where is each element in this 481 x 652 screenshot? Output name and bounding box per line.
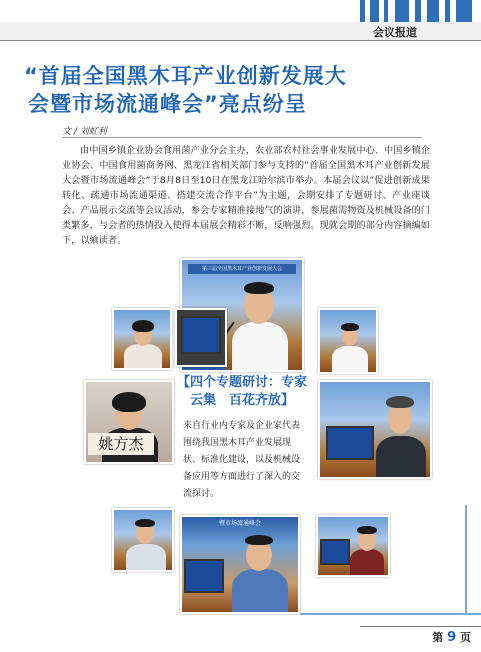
speaker-figure: [232, 322, 288, 372]
deco-line: [300, 613, 481, 615]
section-tag: [0, 22, 481, 41]
photo-speaker-bottom-center: [180, 515, 300, 614]
feature-box-title: 【四个专题研讨：专家云集 百花齐放】: [176, 375, 307, 408]
photo-speaker-woman: [112, 308, 172, 370]
deco-line: [465, 505, 467, 615]
speaker-figure: [124, 344, 162, 370]
speaker-hair: [132, 320, 154, 332]
speaker-hair: [341, 323, 359, 331]
divider: [62, 137, 422, 138]
speaker-figure: [332, 346, 368, 374]
title-line-1: “首届全国黑木耳产业创新发展大: [24, 64, 347, 88]
speaker-hair: [386, 396, 414, 408]
speaker-hair: [135, 519, 155, 527]
speaker-hair: [244, 282, 274, 294]
page-prefix: 第: [432, 631, 444, 644]
photo-banner-text: 第三届全国黑木耳产业创新发展大会: [188, 264, 296, 274]
photo-speaker-bottom-right: [316, 515, 390, 577]
photo-podium: [175, 308, 227, 367]
laptop-screen: [184, 559, 224, 593]
photo-banner-text: 暨市场流通峰会: [218, 520, 261, 527]
intro-paragraph: 由中国乡镇企业协会食用菌产业分会主办，农业部农村社会事业发展中心、中国乡镇企业协会、中国食用菌商务网、黑龙江省相关部门参与支持的“首届全国黑木耳产业创新发展大会暨市场流通峰会”于8月8日至10日在黑龙江哈尔滨市举办。本届会议以“促进创新成果转化、疏通市场流通渠道、搭建交流合作平台”为主题，会期安排了专题研讨、产业座谈会、产品展示交流等会议活动，参会专家精准接地气的演讲，参展菌需物资及机械设备的门类繁多，与会者的热情投入使得本届展会精彩不断，反响强烈。现就会期的部分内容摘编如下，以飨读者。: [62, 145, 430, 246]
page-number-value: 9: [447, 630, 457, 645]
speaker-figure: [350, 549, 384, 577]
photo-speaker-right-top: [318, 308, 378, 374]
feature-box-body: 来自行业内专家及企业家代表围绕我国黑木耳产业发展现状、标准化建设，以及机械设备应用等方面进行了深入的交流探讨。: [183, 421, 301, 499]
laptop-screen: [326, 426, 374, 460]
laptop-screen: [181, 316, 221, 354]
speaker-figure: [376, 436, 426, 479]
author-line: 文 / 刘虹利: [62, 127, 107, 137]
speaker-hair: [112, 392, 146, 412]
section-label: 会议报道: [373, 26, 417, 39]
photo-speaker-suit: [318, 380, 432, 479]
page-number: [432, 629, 471, 645]
speaker-figure: [126, 544, 166, 572]
footer-line: [360, 626, 481, 627]
nameplate: 姚方杰: [88, 433, 154, 455]
laptop-screen: [320, 539, 350, 565]
page-suffix: 页: [460, 631, 471, 644]
title-line-2: 会暨市场流通峰会”亮点纷呈: [28, 92, 307, 116]
speaker-hair: [357, 526, 377, 534]
speaker-hair: [245, 535, 273, 545]
speaker-figure: [232, 569, 288, 614]
photo-speaker-bottom-left: [112, 508, 174, 572]
article-title: [24, 62, 444, 118]
